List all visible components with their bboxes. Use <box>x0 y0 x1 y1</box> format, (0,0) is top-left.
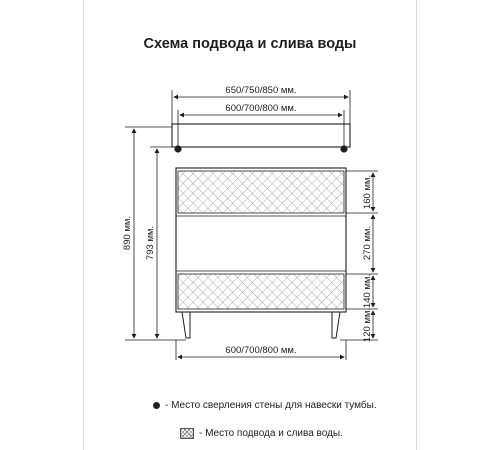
drill-dot-icon <box>153 402 160 409</box>
hatch-swatch-icon <box>180 428 194 439</box>
drill-point-left <box>174 145 181 152</box>
upper-water-zone <box>178 171 344 213</box>
diagram-title: Схема подвода и слива воды <box>143 36 357 52</box>
legend-drill <box>153 400 377 411</box>
seg-160-label: 160 мм. <box>362 174 373 210</box>
lower-water-zone <box>178 274 344 309</box>
inner-width-dimension <box>178 103 344 125</box>
cabinet-height-dimension <box>145 147 172 338</box>
inner-width-label: 600/700/800 мм. <box>225 103 297 114</box>
bottom-width-label: 600/700/800 мм. <box>225 345 297 356</box>
seg-270-label: 270 мм. <box>362 225 373 261</box>
legend-drill-text: - Место сверления стены для навески тумбы. <box>165 400 377 411</box>
total-height-label: 890 мм. <box>122 215 133 251</box>
countertop-panel <box>172 124 350 147</box>
seg-140-label: 140 мм. <box>362 273 373 309</box>
legend-water-text: - Место подвода и слива воды. <box>199 428 343 439</box>
top-width-label: 650/750/850 мм. <box>225 85 297 96</box>
legend-water <box>180 428 343 439</box>
drill-point-right <box>340 145 347 152</box>
bottom-width-dimension <box>176 340 346 360</box>
leg-left <box>182 312 190 338</box>
cabinet-height-label: 793 мм. <box>145 225 156 261</box>
seg-120-label: 120 мм. <box>362 307 373 343</box>
leg-right <box>332 312 340 338</box>
